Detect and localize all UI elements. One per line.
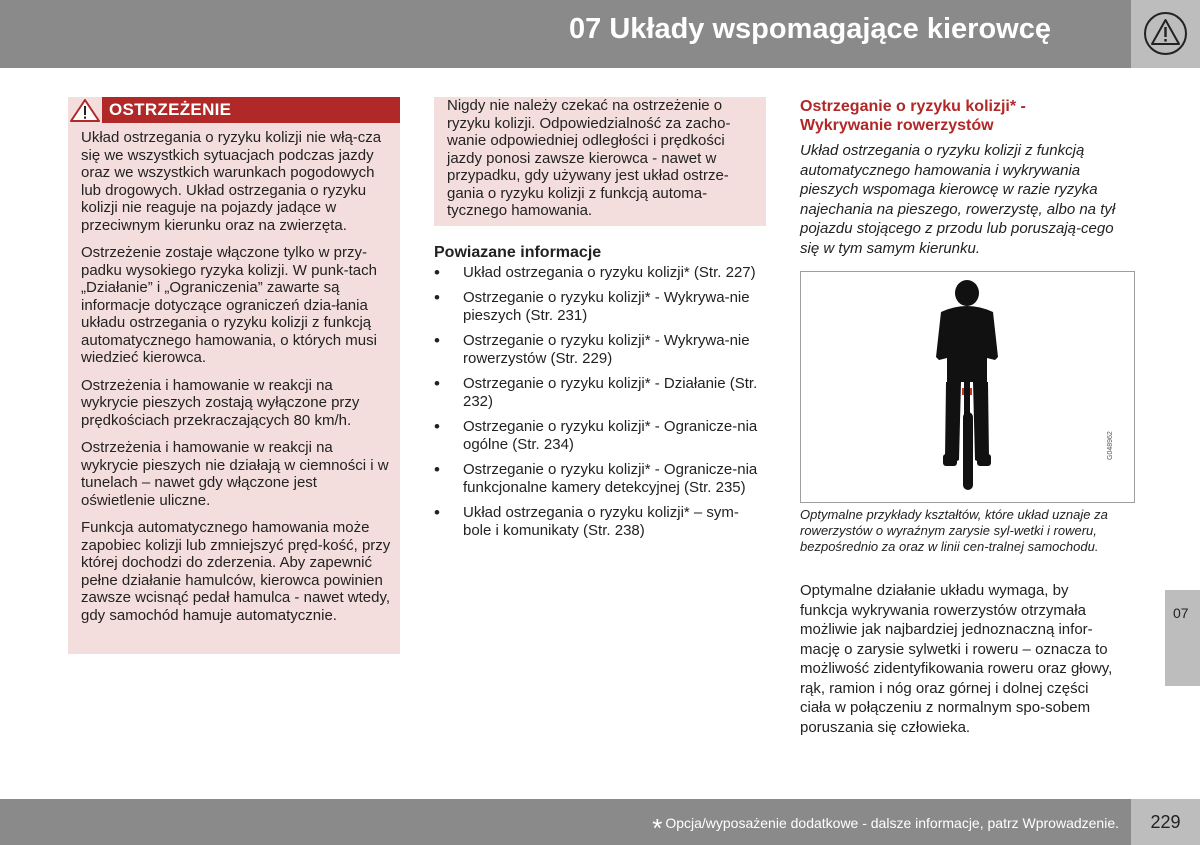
chapter-tab-label: 07 xyxy=(1173,605,1189,621)
section-body: Optymalne działanie układu wymaga, by funkcja wykrywania rowerzystów otrzymała możliwie jak najbardziej jednoznaczną infor-mację o zarysie sylwetki i roweru – oznacza to możliwość zidentyfikowania roweru oraz głowy, rąk, ramion i nóg oraz górnej i dolnej części ciała w połączeniu z normalnym spo-sobem poruszania się człowieka. xyxy=(800,582,1113,736)
warning-paragraph: Ostrzeżenie zostaje włączone tylko w przy-padku wysokiego ryzyka kolizji. W punk-tach „Działanie” i „Ograniczenia” zawarte są informacje dotyczące ograniczeń dzia-łania układu ostrzegania o ryzyku kolizji z funkcją automatycznego hamowania, o których musi wiedzieć kierowca. xyxy=(81,244,377,366)
related-info-list xyxy=(434,264,766,547)
warning-box xyxy=(68,97,400,654)
related-link[interactable]: • Ostrzeganie o ryzyku kolizji* - Ogranicze-nia ogólne (Str. 234) xyxy=(434,418,763,454)
warning-header xyxy=(68,97,400,123)
warning-paragraph: Funkcja automatycznego hamowania może zapobiec kolizji lub zmniejszyć pręd-kość, przy której dochodzi do zderzenia. Aby zapewnić pełne działanie hamulców, kierowca powinien zawsze wcisnąć pedał hamulca - nawet wtedy, gdy samochód hamuje automatycznie. xyxy=(81,519,391,624)
footnote xyxy=(652,813,1119,844)
header-icon-box xyxy=(1131,0,1200,68)
chapter-title: 07 Układy wspomagające kierowcę xyxy=(569,13,1051,45)
warning-paragraph: Ostrzeżenia i hamowanie w reakcji na wykrycie pieszych nie działają w ciemności i w tunelach – nawet gdy włączone jest oświetlenie uliczne. xyxy=(81,439,389,509)
section-title: Ostrzeganie o ryzyku kolizji* - Wykrywanie rowerzystów xyxy=(800,98,1026,134)
warning-triangle-icon xyxy=(70,99,100,122)
warning-title: OSTRZEŻENIE xyxy=(109,100,232,119)
related-link[interactable]: • Układ ostrzegania o ryzyku kolizji* (Str. 227) xyxy=(434,264,763,282)
cyclist-illustration xyxy=(801,272,1134,502)
chapter-tab xyxy=(1165,590,1200,686)
warning-icon-holder xyxy=(68,97,102,123)
warning-paragraph: Układ ostrzegania o ryzyku kolizji nie włą-cza się we wszystkich sytuacjach podczas jazdy oraz we wszystkich warunkach pogodowych lub drogowych. Układ ostrzegania o ryzyku kolizji nie reaguje na pojazdy jadące w przeciwnym kierunku oraz na zwierzęta. xyxy=(81,129,382,234)
related-link[interactable]: • Ostrzeganie o ryzyku kolizji* - Wykrywa-nie pieszych (Str. 231) xyxy=(434,289,763,325)
section-intro: Układ ostrzegania o ryzyku kolizji z funkcją automatycznego hamowania i wykrywania pieszych wspomaga kierowcę w razie ryzyka najechania na pieszego, rowerzystę, albo na tył pojazdu stojącego z przodu lub poruszają-cego się w tym samym kierunku. xyxy=(800,142,1116,257)
cyclist-figure xyxy=(800,271,1135,503)
figure-caption: Optymalne przykłady kształtów, które układ uznaje za rowerzystów o wyraźnym zarysie syl-wetki i roweru, bezpośrednio za oraz w linii cen-tralnej samochodu. xyxy=(800,507,1108,554)
related-link[interactable]: • Układ ostrzegania o ryzyku kolizji* – sym-bole i komunikaty (Str. 238) xyxy=(434,504,763,540)
warning-body xyxy=(81,129,391,634)
related-link[interactable]: • Ostrzeganie o ryzyku kolizji* - Wykrywa-nie rowerzystów (Str. 229) xyxy=(434,332,763,368)
page-number: 229 xyxy=(1131,799,1200,845)
related-link[interactable]: • Ostrzeganie o ryzyku kolizji* - Ogranicze-nia funkcjonalne kamery detekcyjnej (Str. 235) xyxy=(434,461,763,497)
figure-code: G048962 xyxy=(1107,431,1114,460)
page-footer xyxy=(0,799,1131,845)
related-info-heading: Powiazane informacje xyxy=(434,244,602,261)
page-header xyxy=(0,0,1131,68)
footnote-text: Opcja/wyposażenie dodatkowe - dalsze informacje, patrz Wprowadzenie. xyxy=(665,815,1119,831)
warning-continuation-text: Nigdy nie należy czekać na ostrzeżenie o ryzyku kolizji. Odpowiedzialność za zacho-wanie odpowiedniej odległości i prędkości jazdy ponosi zawsze kierowca - nawet w przypadku, gdy używany jest układ ostrze-gania o ryzyku kolizji z funkcją automa-tycznego hamowania. xyxy=(447,97,731,219)
warning-continuation-box xyxy=(434,97,766,226)
footnote-star: * xyxy=(652,813,663,843)
warning-paragraph: Ostrzeżenia i hamowanie w reakcji na wykrycie pieszych zostają wyłączone przy prędkościach przekraczających 80 km/h. xyxy=(81,376,360,429)
warning-triangle-icon xyxy=(1143,11,1188,56)
related-link[interactable]: • Ostrzeganie o ryzyku kolizji* - Działanie (Str. 232) xyxy=(434,375,763,411)
